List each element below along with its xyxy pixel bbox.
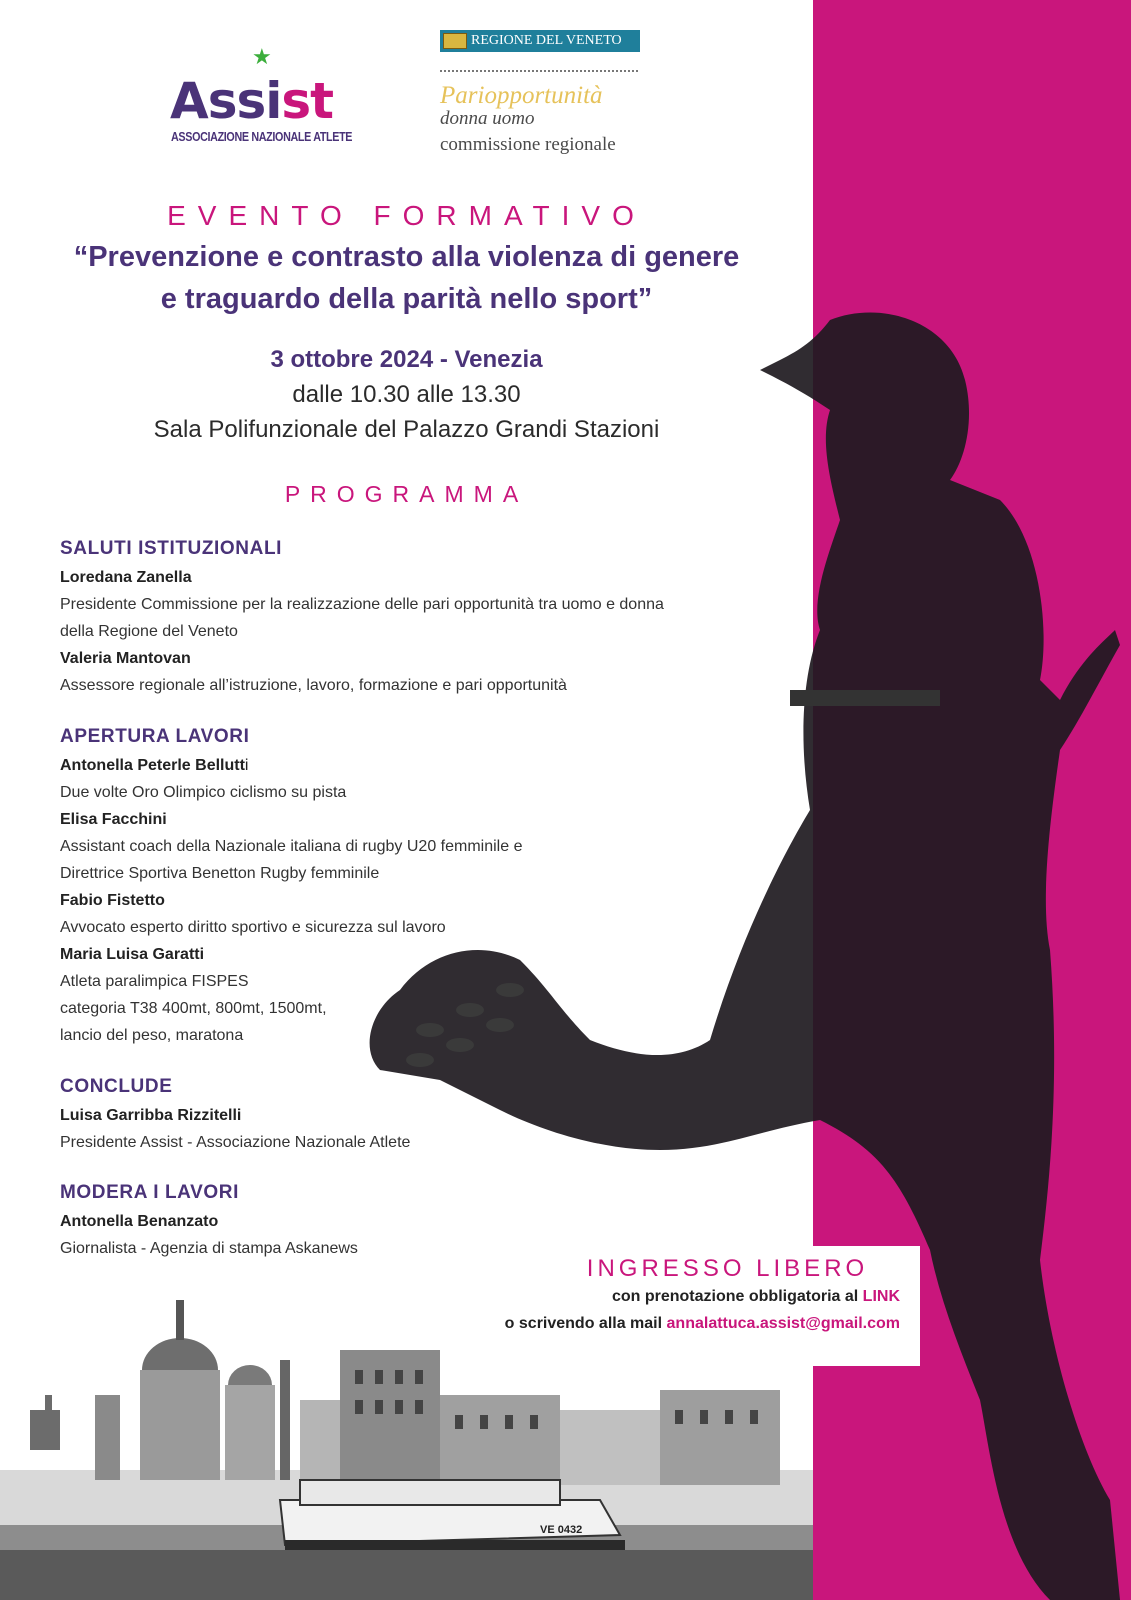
star-icon: ★ [252,44,272,69]
speaker-role: categoria T38 400mt, 800mt, 1500mt, [60,1000,327,1017]
email-line: o scrivendo alla mail annalattuca.assist@gmail.com [504,1315,900,1332]
speaker-name: Maria Luisa Garatti [60,946,205,963]
event-title: “Prevenzione e contrasto alla violenza di genere e traguardo della parità nello sport” [73,241,740,315]
donna-uomo-text: donna uomo [440,108,535,129]
section-title: MODERA I LAVORI [60,1182,239,1203]
assist-wordmark: Assist [170,72,334,130]
speaker-role: lancio del peso, maratona [60,1027,244,1044]
programma-heading: PROGRAMMA [284,481,529,507]
section-saluti [60,534,820,699]
speaker-role: Avvocato esperto diritto sportivo e sicurezza sul lavoro [60,919,446,936]
registration-info-box [445,1246,920,1366]
speaker-name: Valeria Mantovan [60,650,191,667]
speaker-role: Presidente Assist - Associazione Nazionale Atlete [60,1134,411,1151]
veneto-flag-icon [443,33,467,49]
veneto-banner: REGIONE DEL VENETO [440,30,640,52]
commissione-regionale-text: commissione regionale [440,134,616,155]
speaker-role: Due volte Oro Olimpico ciclismo su pista [60,784,347,801]
event-date: 3 ottobre 2024 - Venezia [270,346,543,373]
speaker-name: Antonella Benanzato [60,1213,219,1230]
booking-link[interactable]: LINK [862,1288,900,1305]
speaker-name: Fabio Fistetto [60,892,165,909]
free-entry-heading: INGRESSO LIBERO [586,1255,869,1282]
event-type-heading: EVENTO FORMATIVO [167,200,646,231]
pariopportunita-logo-text: Pariopportunità [440,82,603,109]
booking-line: con prenotazione obbligatoria al LINK [611,1288,900,1305]
section-conclude [60,1072,820,1156]
boat-label: VE 0432 [540,1524,583,1536]
assist-subtitle: ASSOCIAZIONE NAZIONALE ATLETE [171,130,353,144]
speaker-role: Assessore regionale all’istruzione, lavoro, formazione e pari opportunità [60,677,567,694]
speaker-role: Presidente Commissione per la realizzazione delle pari opportunità tra uomo e donna [60,596,664,613]
speaker-role: della Regione del Veneto [60,623,238,640]
event-place: Sala Polifunzionale del Palazzo Grandi Stazioni [153,416,660,443]
regione-veneto-logo [440,30,640,160]
speaker-role: Direttrice Sportiva Benetton Rugby femminile [60,865,380,882]
assist-logo [170,42,360,152]
section-title: APERTURA LAVORI [60,726,250,747]
section-title: CONCLUDE [60,1076,173,1097]
section-apertura [60,722,820,1049]
speaker-role: Giornalista - Agenzia di stampa Askanews [60,1240,358,1257]
speaker-name: Elisa Facchini [60,811,167,828]
section-title: SALUTI ISTITUZIONALI [60,538,283,559]
speaker-name: Luisa Garribba Rizzitelli [60,1107,242,1124]
event-time: dalle 10.30 alle 13.30 [292,381,521,408]
speaker-role: Atleta paralimpica FISPES [60,973,249,990]
dotted-divider [440,70,638,72]
speaker-role: Assistant coach della Nazionale italiana di rugby U20 femminile e [60,838,523,855]
email-link[interactable]: annalattuca.assist@gmail.com [666,1315,900,1332]
speaker-name: Loredana Zanella [60,569,192,586]
speaker-name: Antonella Peterle Bellutti [60,757,249,774]
